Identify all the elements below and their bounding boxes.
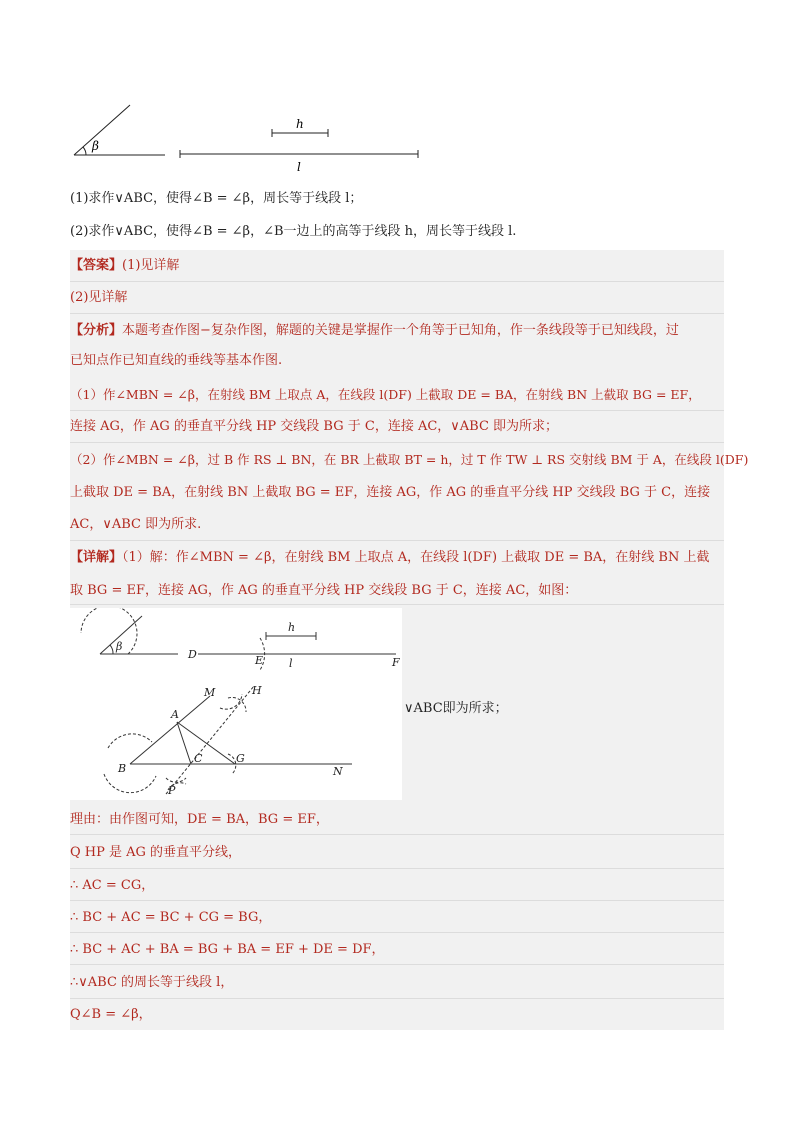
analysis-tag: 【分析】 bbox=[70, 323, 123, 338]
analysis-text-1: 本题考查作图−复杂作图，解题的关键是掌握作一个角等于已知角，作一条线段等于已知线段，过 bbox=[122, 323, 679, 338]
analysis-p1b: 连接 AG，作 AG 的垂直平分线 HP 交线段 BG 于 C，连接 AC，∨ABC 即为所求； bbox=[70, 419, 559, 434]
given-figure bbox=[60, 95, 430, 175]
analysis-p2c: AC，∨ABC 即为所求. bbox=[70, 517, 202, 532]
analysis-text-2: 已知点作已知直线的垂线等基本作图. bbox=[70, 353, 283, 368]
fig-label-E: E bbox=[255, 654, 264, 667]
proof-line-3: ∴ AC = CG， bbox=[70, 878, 155, 893]
construction-svg bbox=[70, 608, 402, 800]
fig-label-N: N bbox=[333, 765, 343, 778]
h-label: h bbox=[296, 117, 304, 131]
question-2: (2)求作∨ABC，使得∠B = ∠β，∠B一边上的高等于线段 h，周长等于线段 l. bbox=[70, 224, 517, 239]
fig-label-F: F bbox=[392, 656, 400, 669]
question-1: (1)求作∨ABC，使得∠B = ∠β，周长等于线段 l； bbox=[70, 191, 363, 206]
proof-line-6: ∴∨ABC 的周长等于线段 l， bbox=[70, 975, 234, 990]
analysis-p1a: （1）作∠MBN = ∠β，在射线 BM 上取点 A，在线段 l(DF) 上截取 DE = BA，在射线 BN 上截取 BG = EF， bbox=[70, 387, 701, 402]
answer-line-1 bbox=[70, 256, 179, 276]
fig-label-G: G bbox=[236, 752, 245, 765]
answer-1: (1)见详解 bbox=[122, 258, 180, 273]
fig-label-P: P bbox=[168, 784, 176, 797]
fig-label-h: h bbox=[288, 621, 296, 634]
fig-label-B: B bbox=[118, 762, 127, 775]
proof-line-1: 理由：由作图可知，DE = BA，BG = EF， bbox=[70, 812, 329, 827]
fig-label-C: C bbox=[194, 752, 203, 765]
fig-label-H: H bbox=[252, 684, 262, 697]
l-label: l bbox=[297, 160, 301, 174]
fig-label-beta: β bbox=[116, 640, 123, 653]
figure-caption: ∨ABC即为所求； bbox=[404, 701, 508, 716]
detail-tag: 【详解】 bbox=[70, 550, 123, 565]
proof-line-5: ∴ BC + AC + BA = BG + BA = EF + DE = DF， bbox=[70, 942, 385, 957]
proof-line-4: ∴ BC + AC = BC + CG = BG， bbox=[70, 910, 272, 925]
answer-2: (2)见详解 bbox=[70, 290, 128, 305]
detail-text-2: 取 BG = EF，连接 AG，作 AG 的垂直平分线 HP 交线段 BG 于 C，连接 AC，如图： bbox=[70, 583, 578, 598]
fig-label-M: M bbox=[204, 686, 216, 699]
answer-tag: 【答案】 bbox=[70, 258, 123, 273]
fig-label-l: l bbox=[289, 657, 293, 670]
beta-label: β bbox=[92, 139, 99, 153]
analysis-p2b: 上截取 DE = BA，在射线 BN 上截取 BG = EF，连接 AG，作 AG 的垂直平分线 HP 交线段 BG 于 C，连接 bbox=[70, 485, 711, 500]
analysis-p2a: （2）作∠MBN = ∠β，过 B 作 RS ⊥ BN，在 BR 上截取 BT = h，过 T 作 TW ⊥ RS 交射线 BM 于 A，在线段 l(DF) bbox=[70, 452, 749, 467]
analysis-line-1 bbox=[70, 321, 679, 341]
proof-line-7: Q∠B = ∠β， bbox=[70, 1007, 152, 1022]
fig-label-D: D bbox=[188, 648, 197, 661]
detail-text-1: （1）解：作∠MBN = ∠β，在射线 BM 上取点 A，在线段 l(DF) 上截取 DE = BA，在射线 BN 上截 bbox=[122, 550, 710, 565]
proof-line-2: Q HP 是 AG 的垂直平分线， bbox=[70, 845, 242, 860]
detail-line-1 bbox=[70, 548, 709, 568]
construction-figure bbox=[70, 608, 402, 800]
fig-label-A: A bbox=[171, 708, 179, 721]
